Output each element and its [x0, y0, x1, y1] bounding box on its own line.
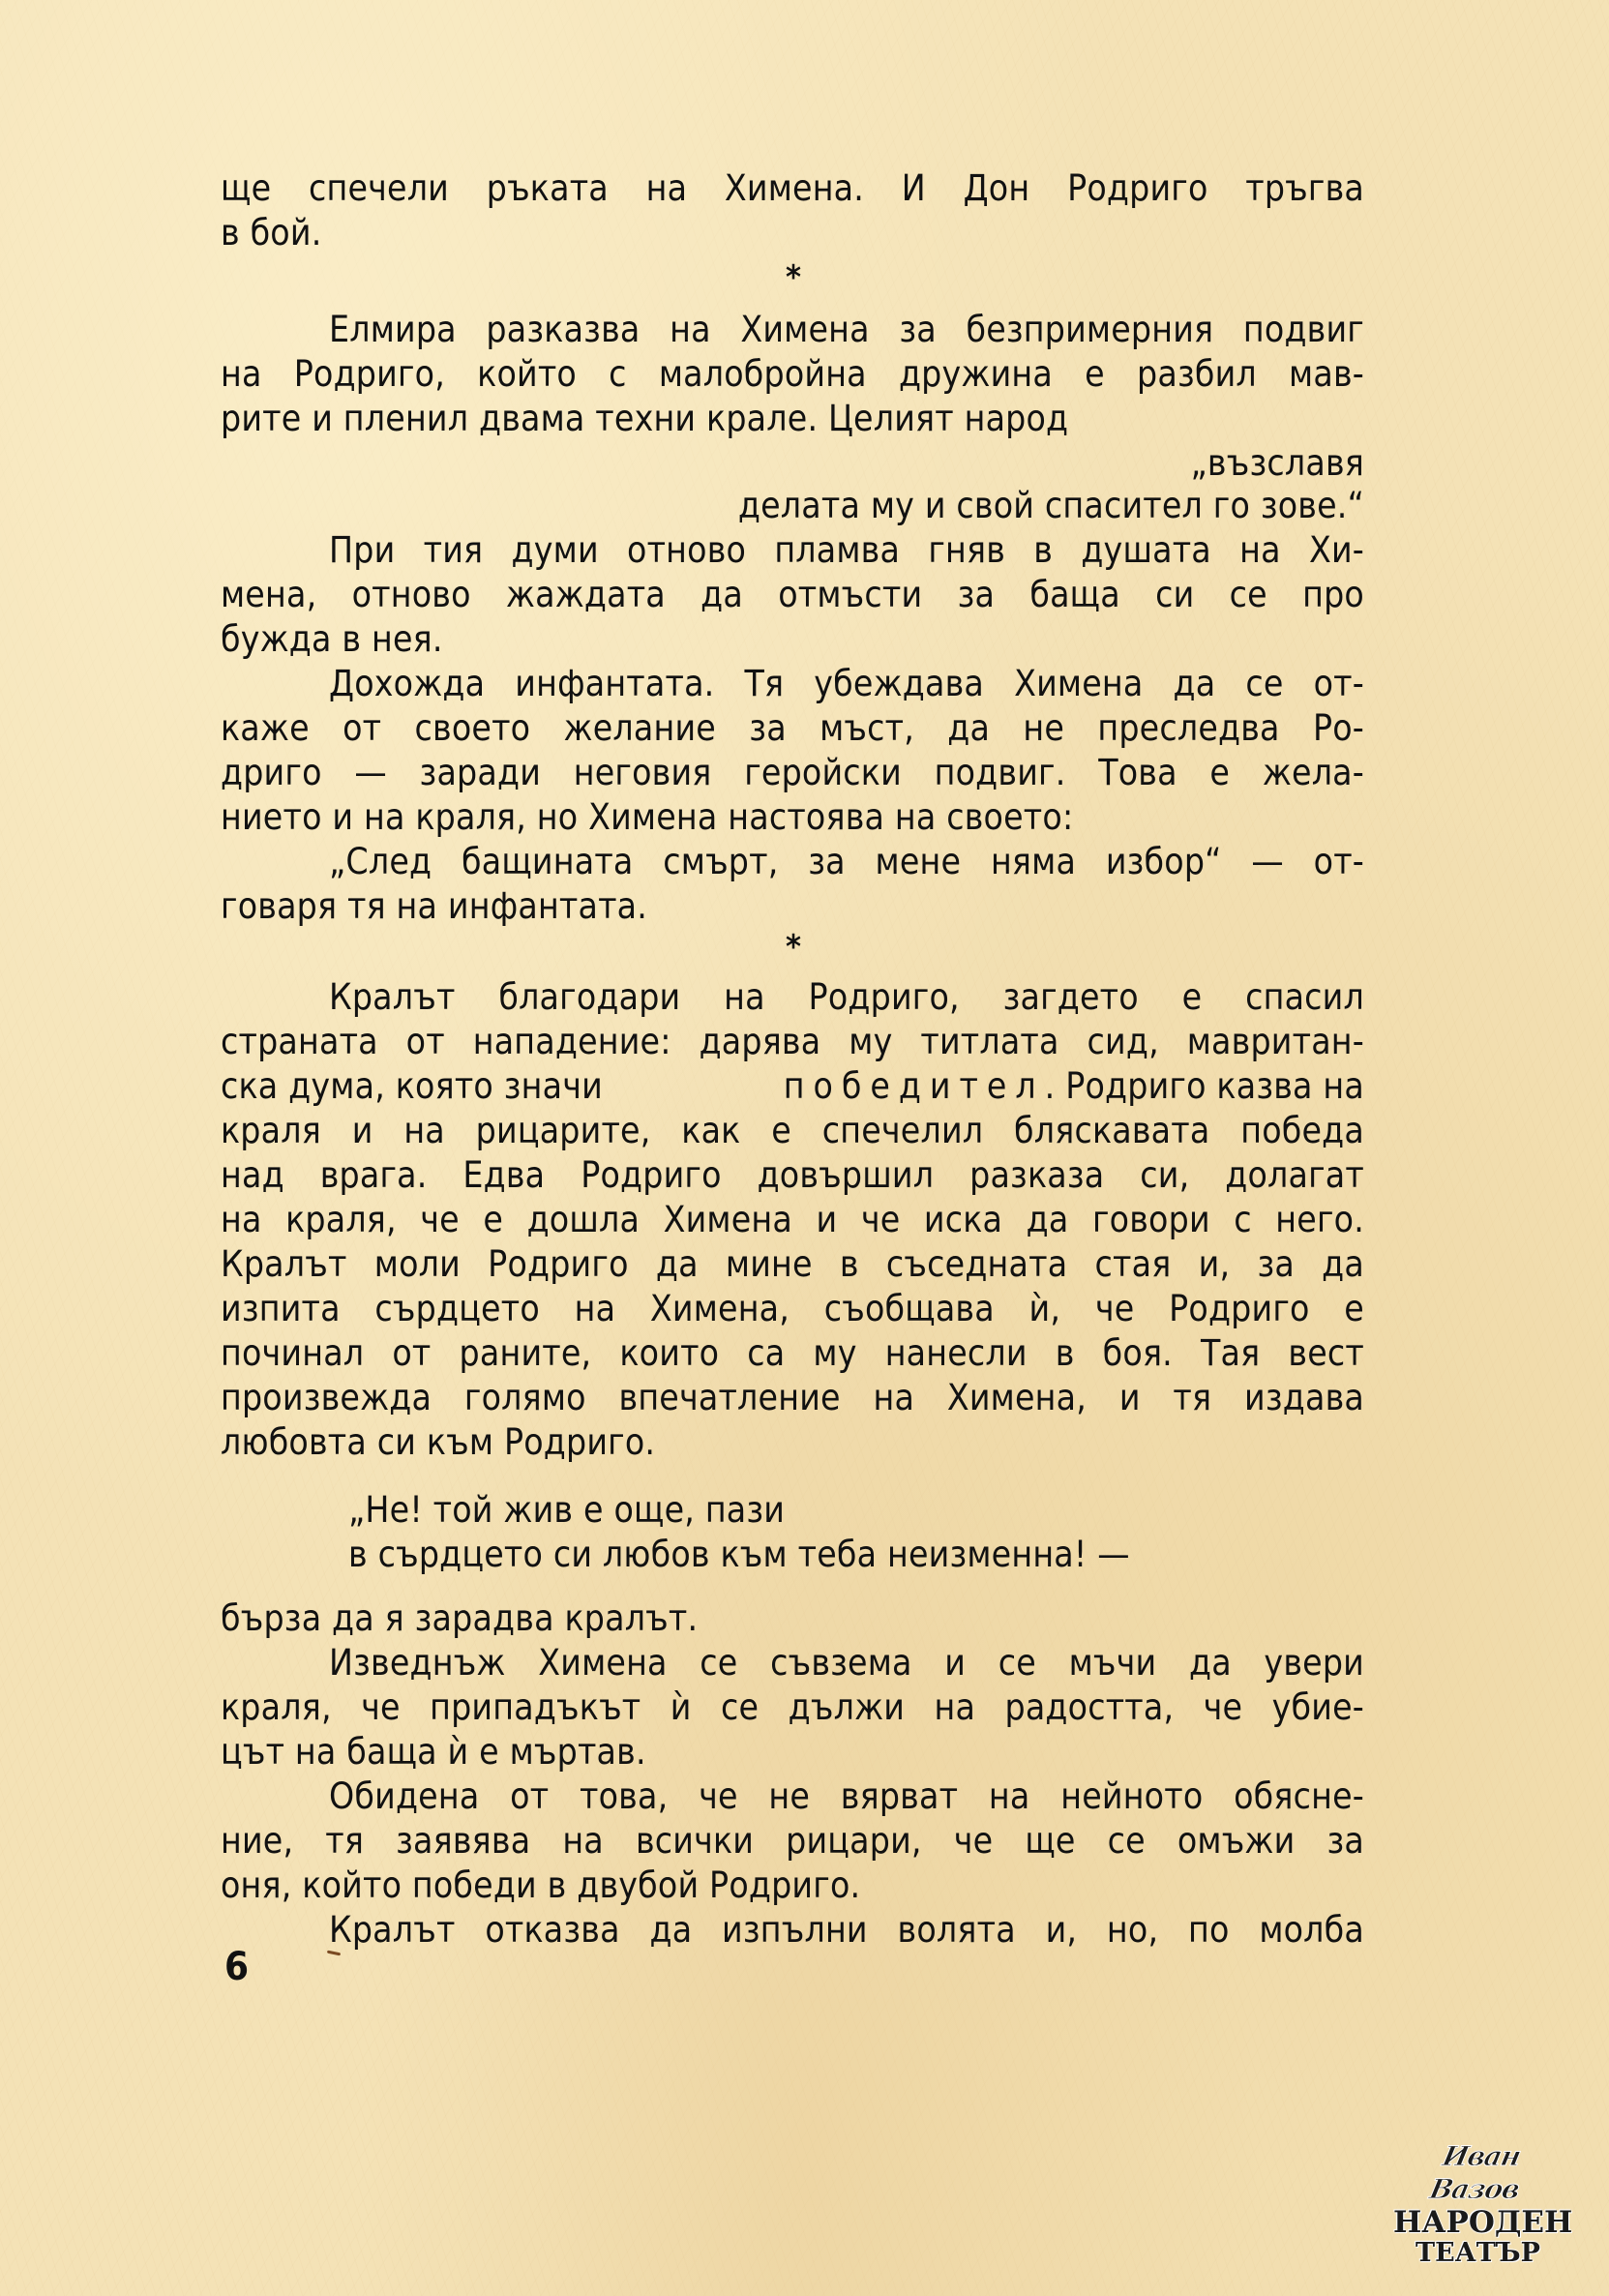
text-line: „След бащината смърт, за мене няма избор“ — от-: [329, 841, 1364, 882]
national-theatre-logo: [1393, 2140, 1573, 2268]
verse-line: в сърдцето си любов към теба неизменна! —: [348, 1534, 1130, 1575]
text-line: рите и пленил двама техни крале. Целият народ: [221, 398, 1069, 439]
text-line: бужда в нея.: [221, 618, 443, 660]
text-line: Обидена от това, че не вярват на нейното обясне-: [329, 1775, 1364, 1817]
page-number: 6: [224, 1945, 250, 1989]
quote-line: „възславя: [1190, 442, 1364, 484]
text-line: цът на баща ѝ е мъртав.: [221, 1731, 646, 1773]
text-line: При тия думи отново пламва гняв в душата на Хи-: [329, 529, 1364, 571]
emphasized-word: победител: [783, 1065, 1045, 1107]
text-line: [221, 1064, 1364, 1109]
text-line: изпита сърдцето на Химена, съобщава ѝ, че Родриго е: [221, 1288, 1364, 1329]
text-line: бърза да я зарадва кралът.: [221, 1597, 699, 1639]
text-line: говаря тя на инфантата.: [221, 885, 648, 927]
text-line: над врага. Едва Родриго довършил разказа си, долагат: [221, 1154, 1364, 1196]
quote-line: делата му и свой спасител го зове.“: [737, 485, 1364, 526]
section-separator: *: [786, 258, 801, 297]
text-line: мена, отново жаждата да отмъсти за баща си се про: [221, 574, 1364, 615]
text-line: произвежда голямо впечатление на Химена, и тя издава: [221, 1377, 1364, 1418]
logo-line-2: ТЕАТЪР: [1415, 2238, 1540, 2268]
text-line: нието и на краля, но Химена настоява на своето:: [221, 796, 1074, 838]
text-line: оня, който победи в двубой Родриго.: [221, 1864, 861, 1906]
text-line: ще спечели ръката на Химена. И Дон Родриго тръгва: [221, 167, 1364, 209]
text-line: на Родриго, който с малобройна дружина е разбил мав-: [221, 353, 1364, 395]
text-segment: . Родриго казва на: [1044, 1065, 1364, 1107]
text-line: Елмира разказва на Химена за безпримерния подвиг: [329, 309, 1364, 350]
text-line: краля и на рицарите, как е спечелил бляскавата победа: [221, 1110, 1364, 1151]
text-segment: ска дума, която значи: [221, 1065, 603, 1107]
section-separator: *: [786, 928, 801, 967]
text-line: Дохожда инфантата. Тя убеждава Химена да се от-: [329, 663, 1364, 704]
text-line: починал от раните, които са му нанесли в боя. Тая вест: [221, 1332, 1364, 1374]
logo-signature: Иван Вазов: [1426, 2140, 1524, 2205]
text-line: Кралът отказва да изпълни волята и, но, по молба: [329, 1909, 1364, 1951]
text-line: на краля, че е дошла Химена и че иска да говори с него.: [221, 1199, 1364, 1240]
text-line: ние, тя заявява на всички рицари, че ще се омъжи за: [221, 1820, 1364, 1862]
text-line: краля, че припадъкът ѝ се дължи на радостта, че убие-: [221, 1686, 1364, 1728]
verse-line: „Не! той жив е още, пази: [348, 1489, 786, 1531]
text-line: Изведнъж Химена се съвзема и се мъчи да увери: [329, 1642, 1364, 1684]
text-line: Кралът благодари на Родриго, загдето е спасил: [329, 976, 1364, 1018]
text-line: дриго — заради неговия геройски подвиг. Това е жела-: [221, 752, 1364, 793]
logo-line-1: НАРОДЕН: [1393, 2205, 1573, 2240]
text-line: в бой.: [221, 212, 322, 253]
text-line: каже от своето желание за мъст, да не преследва Ро-: [221, 707, 1364, 749]
text-line: Кралът моли Родриго да мине в съседната стая и, за да: [221, 1243, 1364, 1285]
text-line: любовта си към Родриго.: [221, 1421, 656, 1463]
text-line: страната от нападение: дарява му титлата сид, мавритан-: [221, 1021, 1364, 1062]
